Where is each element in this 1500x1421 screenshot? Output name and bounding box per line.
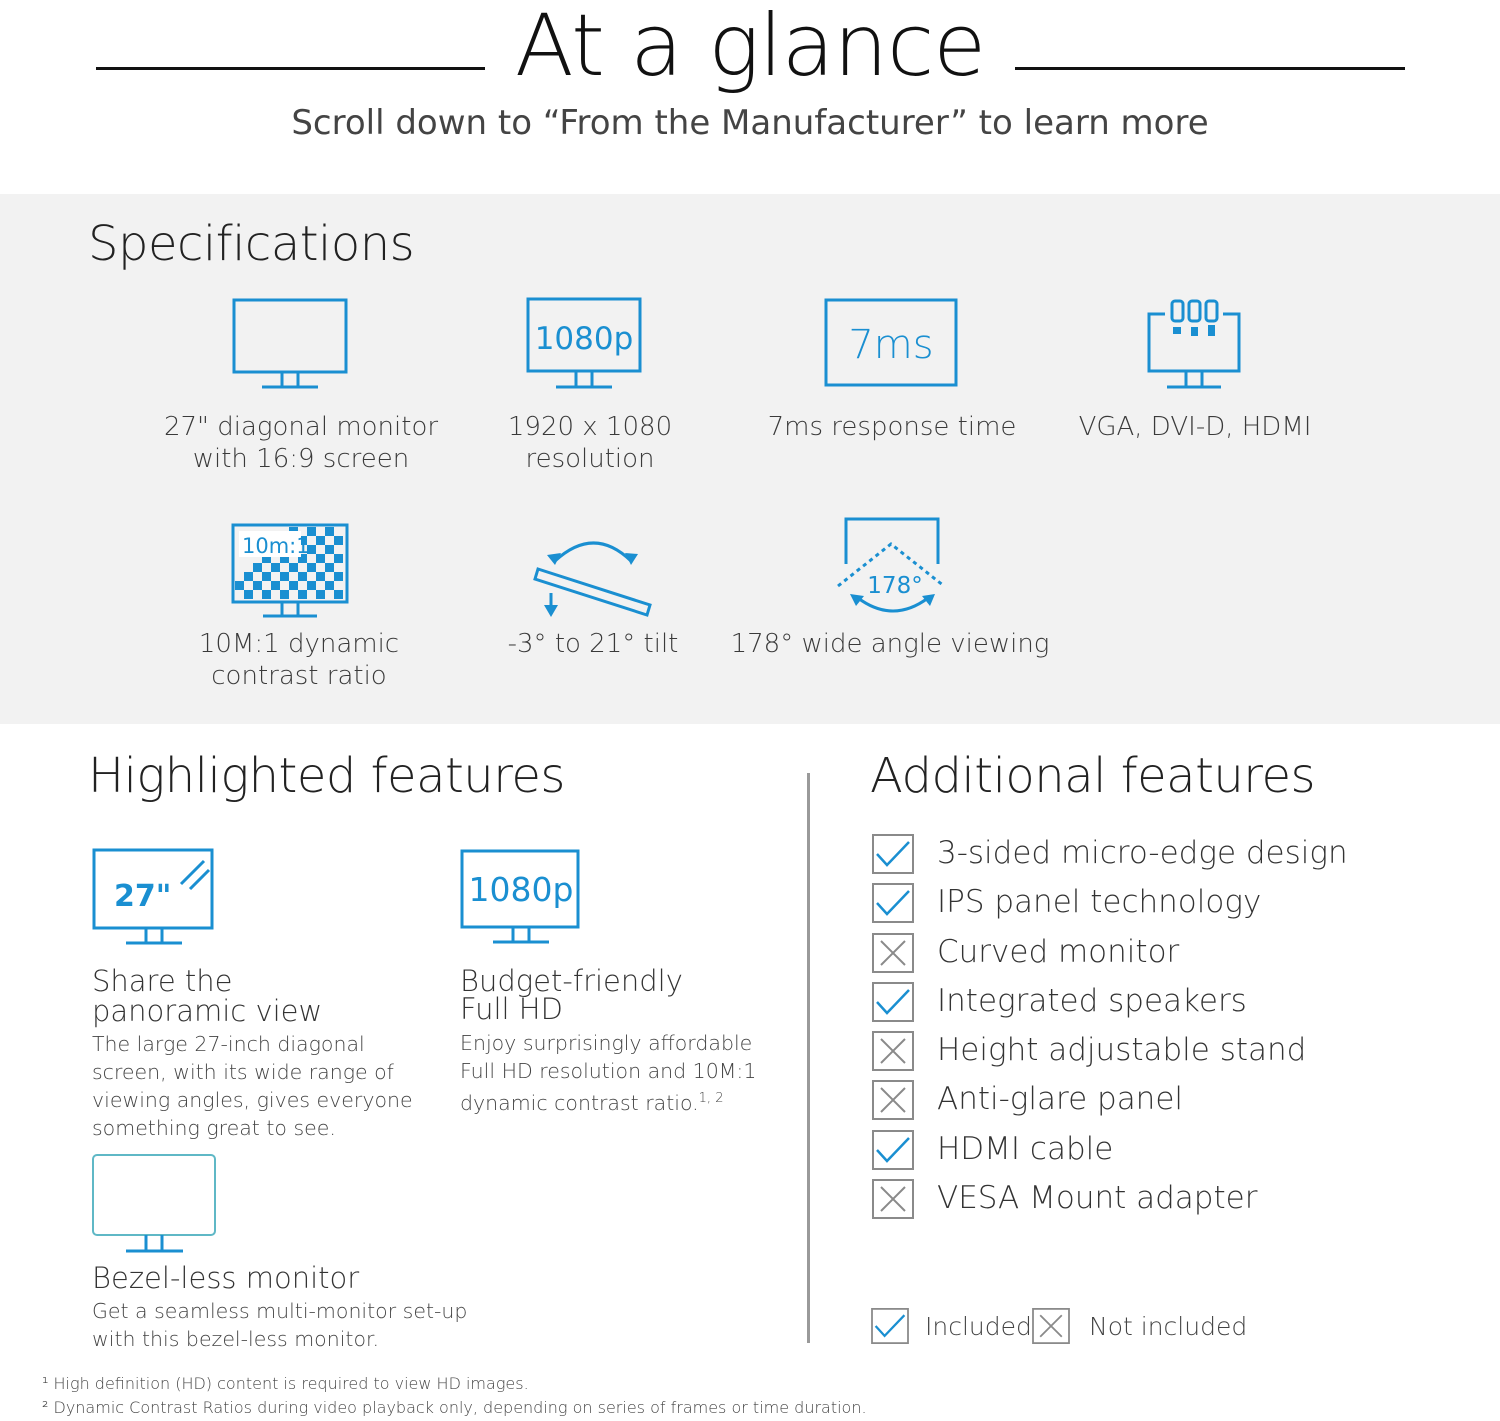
cross-icon bbox=[872, 1031, 914, 1071]
spec-label-tilt: -3° to 21° tilt bbox=[507, 629, 679, 659]
monitor-1080p-icon bbox=[460, 848, 582, 946]
checker-square bbox=[316, 572, 325, 581]
checker-square bbox=[262, 590, 271, 599]
spec-label-viewing-angle: 178° wide angle viewing bbox=[730, 629, 1050, 659]
checker-square bbox=[262, 572, 271, 581]
monitor-icon bbox=[232, 298, 348, 390]
checker-square bbox=[271, 581, 280, 590]
checker-square bbox=[289, 563, 298, 572]
feature-desc-bezel-less: Get a seamless multi-monitor set-up with this bezel-less monitor. bbox=[92, 1299, 468, 1351]
checker-square bbox=[289, 581, 298, 590]
feature-label: 3-sided micro-edge design bbox=[937, 835, 1348, 871]
tilt-icon bbox=[530, 533, 656, 621]
viewing-angle-icon bbox=[834, 516, 948, 620]
column-divider bbox=[807, 773, 810, 1343]
checker-square bbox=[244, 590, 253, 599]
feature-title-bezel-less: Bezel-less monitor bbox=[92, 1261, 360, 1295]
highlighted-features-title: Highlighted features bbox=[88, 748, 565, 804]
contrast-ratio-icon bbox=[231, 523, 349, 619]
cross-icon bbox=[872, 1080, 914, 1120]
feature-label: VESA Mount adapter bbox=[937, 1180, 1258, 1217]
checker-square bbox=[298, 572, 307, 581]
footnote-reference: 1, 2 bbox=[698, 1091, 724, 1106]
feature-title-panoramic: Share the panoramic view bbox=[92, 964, 323, 1028]
spec-label-ports: VGA, DVI-D, HDMI bbox=[1078, 412, 1312, 442]
spec-label-monitor: 27" diagonal monitor with 16:9 screen bbox=[163, 412, 439, 474]
bezel-less-monitor-icon bbox=[91, 1153, 217, 1255]
additional-features-title: Additional features bbox=[870, 748, 1316, 804]
page-subtitle: Scroll down to “From the Manufacturer” to learn more bbox=[291, 103, 1209, 143]
checker-square bbox=[325, 545, 334, 554]
cross-icon bbox=[872, 1179, 914, 1219]
checker-square bbox=[307, 581, 316, 590]
checker-square bbox=[271, 563, 280, 572]
feature-label: Integrated speakers bbox=[937, 982, 1247, 1019]
legend-included: Included bbox=[925, 1312, 1032, 1341]
spec-label-resolution: 1920 x 1080 resolution bbox=[507, 412, 673, 474]
feature-label: Anti-glare panel bbox=[937, 1081, 1184, 1118]
specifications-title: Specifications bbox=[88, 216, 415, 272]
checker-square bbox=[334, 590, 343, 599]
viewing-angle-icon-text: 178° bbox=[867, 573, 923, 599]
cross-icon bbox=[872, 933, 914, 973]
monitor-1080p-icon-text: 1080p bbox=[468, 870, 574, 909]
check-icon bbox=[872, 883, 914, 923]
feature-label: Height adjustable stand bbox=[937, 1032, 1307, 1069]
monitor-27-icon bbox=[92, 847, 216, 947]
checker-square bbox=[334, 536, 343, 545]
resolution-icon-text: 1080p bbox=[534, 321, 634, 357]
check-icon bbox=[872, 834, 914, 874]
checker-square bbox=[316, 536, 325, 545]
checker-square bbox=[280, 572, 289, 581]
legend-not-included: Not included bbox=[1089, 1312, 1248, 1341]
checker-square bbox=[325, 527, 334, 536]
checker-square bbox=[325, 563, 334, 572]
legend-cross-icon bbox=[1032, 1308, 1070, 1344]
checker-square bbox=[325, 581, 334, 590]
footnote-2: ² Dynamic Contrast Ratios during video playback only, depending on series of frames or time duration. bbox=[42, 1398, 867, 1417]
check-icon bbox=[872, 1130, 914, 1170]
feature-label: HDMI cable bbox=[937, 1130, 1114, 1167]
spec-label-contrast: 10M:1 dynamic contrast ratio bbox=[198, 629, 400, 691]
checker-square bbox=[316, 590, 325, 599]
checker-square bbox=[298, 590, 307, 599]
response-icon-text: 7ms bbox=[848, 322, 934, 368]
spec-label-response-time: 7ms response time bbox=[767, 412, 1017, 442]
checker-square bbox=[307, 563, 316, 572]
checker-square bbox=[334, 554, 343, 563]
checker-square bbox=[253, 563, 262, 572]
feature-desc-full-hd: Enjoy surprisingly affordable Full HD resolution and 10M:1 dynamic contrast ratio.$^{1, 2}$ bbox=[460, 1031, 757, 1115]
checker-square bbox=[253, 581, 262, 590]
contrast-icon-text: 10m:1 bbox=[242, 534, 310, 558]
response-time-icon bbox=[824, 298, 958, 388]
checker-square bbox=[280, 590, 289, 599]
checker-square bbox=[235, 581, 244, 590]
feature-title-full-hd: Budget-friendly Full HD bbox=[460, 964, 683, 1026]
checker-square bbox=[244, 572, 253, 581]
checker-square bbox=[334, 572, 343, 581]
resolution-1080p-icon bbox=[526, 297, 642, 391]
legend-check-icon bbox=[871, 1308, 909, 1344]
page-title: At a glance bbox=[0, 0, 1500, 96]
feature-label: Curved monitor bbox=[937, 933, 1180, 970]
feature-label: IPS panel technology bbox=[937, 884, 1262, 921]
checker-square bbox=[316, 554, 325, 563]
monitor-27-icon-text: 27" bbox=[114, 879, 172, 914]
footnote-1: ¹ High definition (HD) content is required to view HD images. bbox=[42, 1374, 529, 1393]
feature-desc-panoramic: The large 27-inch diagonal screen, with its wide range of viewing angles, gives everyone something great to see. bbox=[92, 1032, 413, 1140]
check-icon bbox=[872, 982, 914, 1022]
ports-icon bbox=[1145, 296, 1243, 390]
